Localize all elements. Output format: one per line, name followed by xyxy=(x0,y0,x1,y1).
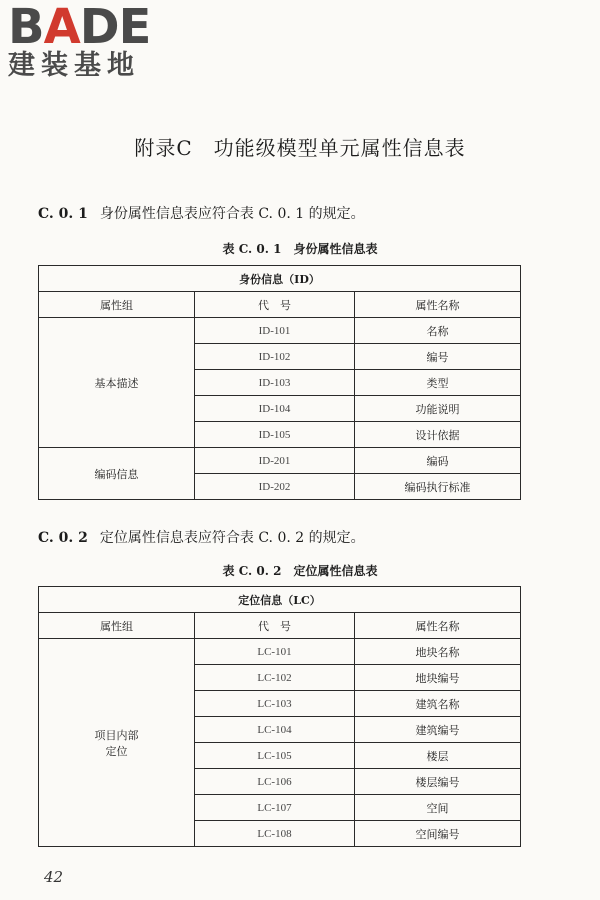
code-cell: ID-202 xyxy=(195,474,355,500)
code-cell: LC-103 xyxy=(195,691,355,717)
table-header-row xyxy=(39,266,521,292)
logo-brand: BADE xyxy=(8,0,151,55)
table-row xyxy=(39,448,521,474)
clause-c01 xyxy=(38,203,365,223)
location-attribute-table xyxy=(38,586,521,847)
group-label-line: 定位 xyxy=(105,744,128,758)
name-cell: 建筑名称 xyxy=(355,691,521,717)
table-caption-c01 xyxy=(0,240,600,257)
caption-number: 表 C. 0. 2 xyxy=(222,564,282,578)
bade-logo xyxy=(8,2,188,82)
table-row xyxy=(39,318,521,344)
code-cell: LC-105 xyxy=(195,743,355,769)
name-cell: 建筑编号 xyxy=(355,717,521,743)
code-cell: ID-105 xyxy=(195,422,355,448)
name-cell: 楼层编号 xyxy=(355,769,521,795)
column-header-group: 属性组 xyxy=(39,292,195,318)
column-header-row xyxy=(39,292,521,318)
name-cell: 编号 xyxy=(355,344,521,370)
page-title: 附录C 功能级模型单元属性信息表 xyxy=(134,136,466,160)
caption-number: 表 C. 0. 1 xyxy=(222,242,282,256)
clause-number: C. 0. 2 xyxy=(38,530,88,546)
code-cell: ID-101 xyxy=(195,318,355,344)
caption-title: 定位属性信息表 xyxy=(293,564,378,578)
code-cell: ID-103 xyxy=(195,370,355,396)
code-cell: LC-101 xyxy=(195,639,355,665)
code-cell: LC-106 xyxy=(195,769,355,795)
clause-text: 身份属性信息表应符合表 C. 0. 1 的规定。 xyxy=(99,206,365,222)
name-cell: 设计依据 xyxy=(355,422,521,448)
group-cell xyxy=(39,639,195,847)
code-cell: LC-104 xyxy=(195,717,355,743)
group-label-line: 项目内部 xyxy=(94,728,139,742)
name-cell: 空间编号 xyxy=(355,821,521,847)
column-header-name: 属性名称 xyxy=(355,613,521,639)
column-header-name: 属性名称 xyxy=(355,292,521,318)
name-cell: 功能说明 xyxy=(355,396,521,422)
table-row xyxy=(39,639,521,665)
code-cell: ID-102 xyxy=(195,344,355,370)
name-cell: 楼层 xyxy=(355,743,521,769)
logo-subtitle: 建装基地 xyxy=(8,50,140,81)
name-cell: 编码 xyxy=(355,448,521,474)
code-cell: ID-104 xyxy=(195,396,355,422)
clause-number: C. 0. 1 xyxy=(38,206,88,222)
column-header-code: 代 号 xyxy=(195,292,355,318)
code-cell: ID-201 xyxy=(195,448,355,474)
name-cell: 空间 xyxy=(355,795,521,821)
page-number: 42 xyxy=(44,868,64,886)
clause-c02 xyxy=(38,527,365,547)
caption-title: 身份属性信息表 xyxy=(293,242,378,256)
name-cell: 编码执行标准 xyxy=(355,474,521,500)
column-header-group: 属性组 xyxy=(39,613,195,639)
column-header-code: 代 号 xyxy=(195,613,355,639)
name-cell: 类型 xyxy=(355,370,521,396)
clause-text: 定位属性信息表应符合表 C. 0. 2 的规定。 xyxy=(99,530,365,546)
identity-attribute-table xyxy=(38,265,521,500)
code-cell: LC-102 xyxy=(195,665,355,691)
table-caption-c02 xyxy=(0,562,600,579)
table-header-row xyxy=(39,587,521,613)
name-cell: 地块名称 xyxy=(355,639,521,665)
column-header-row xyxy=(39,613,521,639)
table-header: 定位信息（LC） xyxy=(39,587,521,613)
table-header: 身份信息（ID） xyxy=(39,266,521,292)
group-cell: 编码信息 xyxy=(39,448,195,500)
code-cell: LC-107 xyxy=(195,795,355,821)
group-cell: 基本描述 xyxy=(39,318,195,448)
name-cell: 名称 xyxy=(355,318,521,344)
name-cell: 地块编号 xyxy=(355,665,521,691)
code-cell: LC-108 xyxy=(195,821,355,847)
